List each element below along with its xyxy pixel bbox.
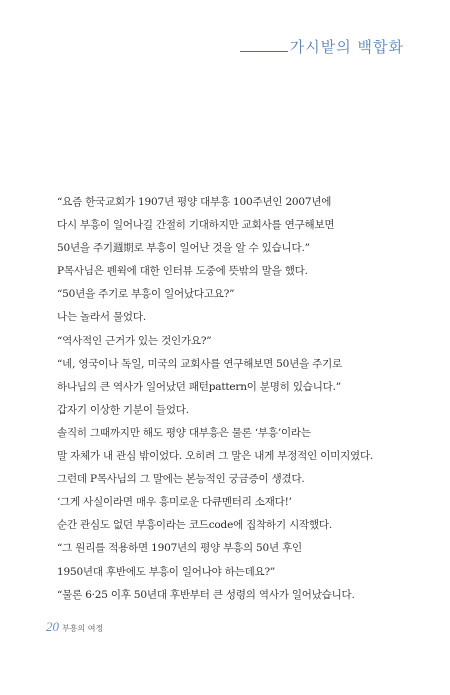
- chapter-title: 가시밭의 백합화: [289, 38, 404, 56]
- text-line: 50년을 주기週期로 부흥이 일어난 것을 알 수 있습니다.”: [57, 242, 310, 255]
- text-line: “요즘 한국교회가 1907년 평양 대부흥 100주년인 2007년에: [57, 196, 332, 208]
- text-line: “그 원리를 적용하면 1907년의 평양 부흥의 50년 후인: [57, 542, 302, 555]
- running-header: [240, 36, 404, 57]
- text-line: 다시 부흥이 일어나길 간절히 기대하지만 교회사를 연구해보면: [57, 219, 335, 232]
- text-line: 갑자기 이상한 기분이 들었다.: [57, 403, 189, 416]
- text-line: “역사적인 근거가 있는 것인가요?”: [57, 334, 212, 347]
- text-line: 말 자체가 내 관심 밖이었다. 오히려 그 말은 내게 부정적인 이미지였다.: [57, 450, 374, 463]
- page-footer: [46, 619, 103, 635]
- header-rule: [240, 51, 288, 52]
- body-text: [57, 191, 427, 607]
- text-line: “50년을 주기로 부흥이 일어났다고요?”: [57, 288, 235, 301]
- text-line: P목사님은 펜윅에 대한 인터뷰 도중에 뜻밖의 말을 했다.: [57, 265, 308, 278]
- book-title: 부흥의 여정: [62, 624, 104, 633]
- text-line: “물론 6·25 이후 50년대 후반부터 큰 성령의 역사가 일어났습니다.: [57, 588, 355, 601]
- text-line: 순간 관심도 없던 부흥이라는 코드code에 집착하기 시작했다.: [57, 519, 332, 532]
- text-line: 그런데 P목사님의 그 말에는 본능적인 궁금증이 생겼다.: [57, 473, 305, 486]
- text-line: ‘그게 사실이라면 매우 흥미로운 다큐멘터리 소재다!’: [57, 496, 292, 509]
- text-line: “네, 영국이나 독일, 미국의 교회사를 연구해보면 50년을 주기로: [57, 357, 342, 370]
- page-number: 20: [46, 619, 59, 634]
- text-line: 하나님의 큰 역사가 일어났던 패턴pattern이 분명히 있습니다.”: [57, 380, 341, 393]
- text-line: 1950년대 후반에도 부흥이 일어나야 하는데요?”: [57, 565, 276, 578]
- text-line: 나는 놀라서 물었다.: [57, 311, 146, 324]
- text-line: 솔직히 그때까지만 해도 평양 대부흥은 물론 ‘부흥’이라는: [57, 426, 311, 439]
